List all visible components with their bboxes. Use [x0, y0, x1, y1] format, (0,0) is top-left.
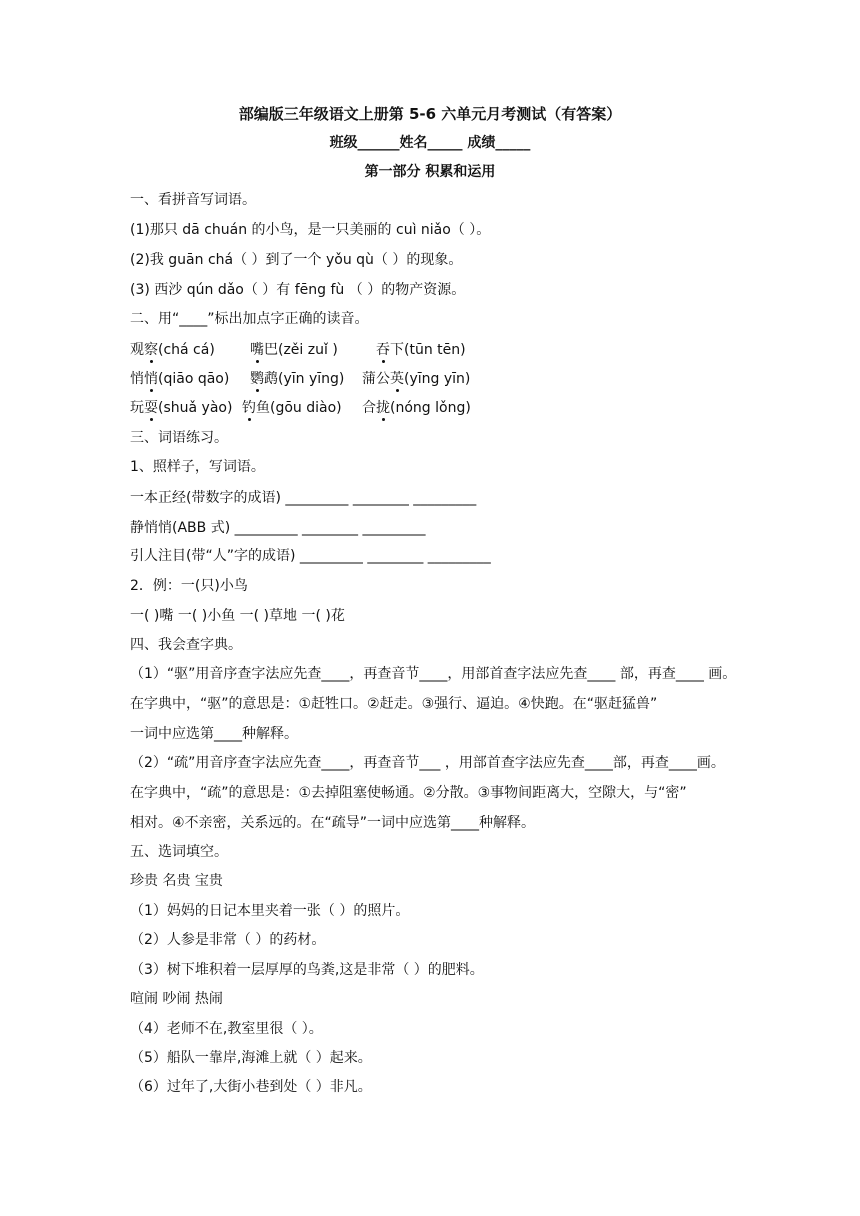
section-1-heading: 一、看拼音写词语。	[130, 192, 256, 208]
s5-word-choices-2: 喧闹 吵闹 热闹	[130, 991, 223, 1007]
section-4-heading: 四、我会查字典。	[130, 637, 242, 653]
s3-line-4: 一( )嘴 一( )小鱼 一( )草地 一( )花	[130, 608, 345, 624]
s1-question-1: (1)那只 dā chuán 的小鸟，是一只美丽的 cuì niǎo（ ）。	[130, 222, 491, 238]
s1-question-2: (2)我 guān chá（ ）到了一个 yǒu qù（ ）的现象。	[130, 252, 463, 268]
section-2-heading: 二、用“____”标出加点字正确的读音。	[130, 311, 369, 327]
dotted-char: 察	[144, 339, 158, 361]
s3-line-2: 静悄悄(ABB 式) _________ ________ _________	[130, 520, 426, 536]
s5-question-5: （5）船队一靠岸,海滩上就（ ）起来。	[130, 1050, 372, 1066]
s1-question-3: (3) 西沙 qún dǎo（ ）有 fēng fù （ ）的物产资源。	[130, 282, 466, 298]
dotted-char: 吞	[376, 339, 390, 361]
pinyin-item: 合拢(nóng lǒng)	[362, 397, 471, 419]
s4-para-1-line-3: 一词中应选第____种解释。	[130, 726, 298, 742]
s5-question-3: （3）树下堆积着一层厚厚的鸟粪,这是非常（ ）的肥料。	[130, 962, 484, 978]
part-one-heading: 第一部分 积累和运用	[364, 164, 496, 180]
class-name-score-line: 班级______姓名_____ 成绩_____	[329, 135, 531, 151]
s4-para-2-line-1: （2）“疏”用音序查字法应先查____，再查音节___ ，用部首查字法应先查____部，再查____画。	[130, 755, 725, 771]
s4-para-2-line-2: 在字典中，“疏”的意思是：①去掉阻塞使畅通。②分散。③事物间距离大，空隙大，与“密”	[130, 785, 687, 801]
s5-question-4: （4）老师不在,教室里很（ ）。	[130, 1021, 323, 1037]
s5-word-choices-1: 珍贵 名贵 宝贵	[130, 873, 223, 889]
dotted-char: 英	[390, 368, 404, 390]
pinyin-item: 玩耍(shuǎ yào)	[130, 397, 242, 419]
document-title: 部编版三年级语文上册第 5-6 六单元月考测试（有答案）	[238, 105, 622, 123]
pinyin-item: 吞下(tūn tēn)	[376, 339, 466, 361]
s2-row-1	[130, 339, 800, 361]
s3-sub-1: 1、照样子，写词语。	[130, 459, 265, 475]
s4-para-2-line-3: 相对。④不亲密，关系远的。在“疏导”一词中应选第____种解释。	[130, 815, 536, 831]
s3-line-3: 引人注目(带“人”字的成语) _________ ________ _________	[130, 548, 491, 564]
s2-row-2	[130, 368, 800, 390]
s3-sub-2: 2．例：一(只)小鸟	[130, 578, 248, 594]
s5-question-1: （1）妈妈的日记本里夹着一张（ ）的照片。	[130, 903, 410, 919]
section-5-heading: 五、选词填空。	[130, 844, 228, 860]
pinyin-item: 观察(chá cá)	[130, 339, 250, 361]
section-3-heading: 三、词语练习。	[130, 430, 228, 446]
dotted-char: 悄	[144, 368, 158, 390]
s2-row-3	[130, 397, 800, 419]
pinyin-item: 嘴巴(zěi zuǐ )	[250, 339, 376, 361]
s5-question-2: （2）人参是非常（ ）的药材。	[130, 932, 326, 948]
pinyin-item: 蒲公英(yīng yīn)	[362, 368, 470, 390]
dotted-char: 钓	[242, 397, 256, 419]
s4-para-1-line-1: （1）“驱”用音序查字法应先查____，再查音节____，用部首查字法应先查____ 部，再查____ 画。	[130, 666, 737, 682]
dotted-char: 耍	[144, 397, 158, 419]
s5-question-6: （6）过年了,大街小巷到处（ ）非凡。	[130, 1079, 372, 1095]
pinyin-item: 悄悄(qiāo qāo)	[130, 368, 250, 390]
s4-para-1-line-2: 在字典中，“驱”的意思是：①赶牲口。②赶走。③强行、逼迫。④快跑。在“驱赶猛兽”	[130, 696, 658, 712]
dotted-char: 鹦	[250, 368, 264, 390]
s3-line-1: 一本正经(带数字的成语) _________ ________ _________	[130, 490, 477, 506]
pinyin-item: 鹦鹉(yīn yīng)	[250, 368, 362, 390]
dotted-char: 嘴	[250, 339, 264, 361]
dotted-char: 拢	[376, 397, 390, 419]
pinyin-item: 钓鱼(gōu diào)	[242, 397, 362, 419]
